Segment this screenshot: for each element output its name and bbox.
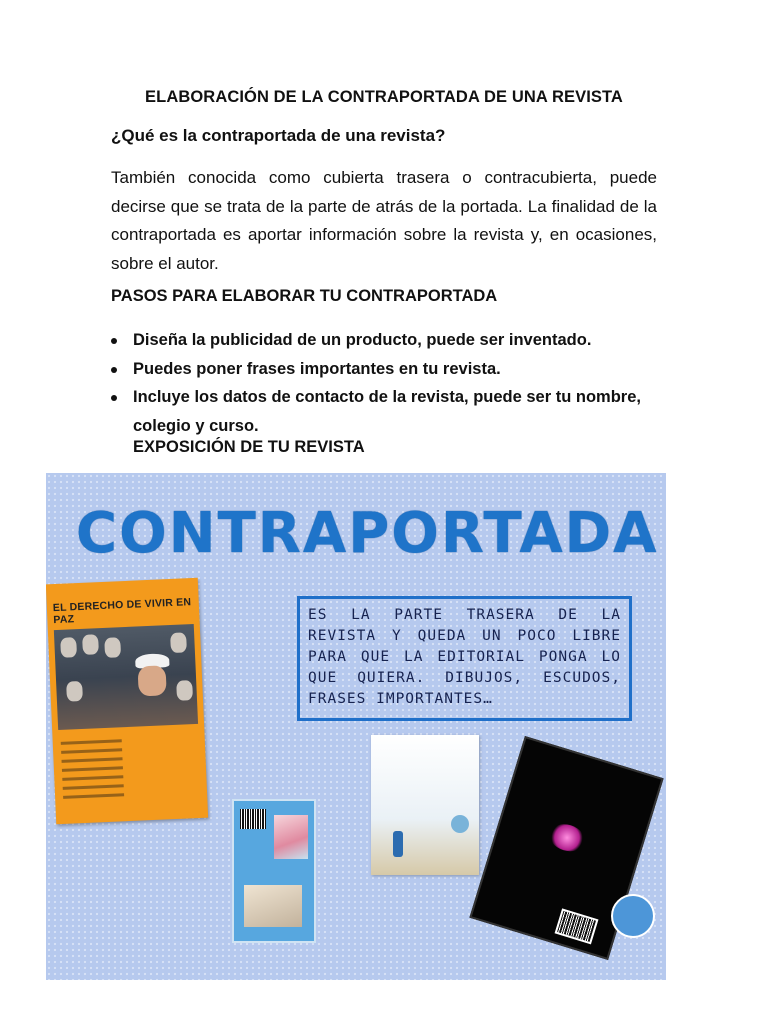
contraportada-slide-image (46, 473, 666, 980)
blue-brochure (232, 799, 316, 943)
list-item (111, 383, 671, 440)
barcode-icon (555, 908, 599, 944)
brochure-photo (274, 815, 308, 859)
step-text: Diseña la publicidad de un producto, puede ser inventado. (133, 331, 592, 349)
orange-magazine-cover (46, 578, 208, 824)
magazine-title: EL DERECHO DE VIVIR EN PAZ (52, 596, 192, 627)
question-heading: ¿Qué es la contraportada de una revista? (111, 126, 446, 145)
exposition-heading: EXPOSICIÓN DE TU REVISTA (133, 438, 365, 456)
list-item (111, 326, 671, 355)
slide-title: CONTRAPORTADA (76, 501, 659, 566)
bullet-icon (111, 367, 117, 373)
definition-paragraph: También conocida como cubierta trasera o contracubierta, puede decirse que se trata de la parte de atrás de la portada. La finalidad de la contraportada es aportar información sobre la revista y, en ocasiones, sobre el autor. (111, 168, 657, 273)
white-book-cover (371, 735, 479, 875)
brochure-photo (244, 885, 302, 927)
book-figure (393, 831, 403, 857)
list-item (111, 355, 671, 384)
bullet-icon (111, 338, 117, 344)
magazine-photo (54, 624, 198, 730)
steps-list (111, 326, 671, 440)
book-art (546, 820, 588, 855)
book-emblem (451, 815, 469, 833)
page-title: ELABORACIÓN DE LA CONTRAPORTADA DE UNA REVISTA (145, 88, 623, 106)
slide-note-box: ES LA PARTE TRASERA DE LA REVISTA Y QUEDA UN POCO LIBRE PARA QUE LA EDITORIAL PONGA LO QUE QUIERA. DIBUJOS, ESCUDOS, FRASES IMPORTANTES… (297, 596, 632, 721)
barcode-icon (240, 809, 266, 829)
magazine-text-lines (61, 736, 200, 812)
step-text: Incluye los datos de contacto de la revista, puede ser tu nombre, colegio y curso. (133, 388, 641, 435)
steps-heading: PASOS PARA ELABORAR TU CONTRAPORTADA (111, 287, 498, 305)
circle-decoration (611, 894, 655, 938)
step-text: Puedes poner frases importantes en tu revista. (133, 359, 501, 378)
bullet-icon (111, 395, 117, 401)
